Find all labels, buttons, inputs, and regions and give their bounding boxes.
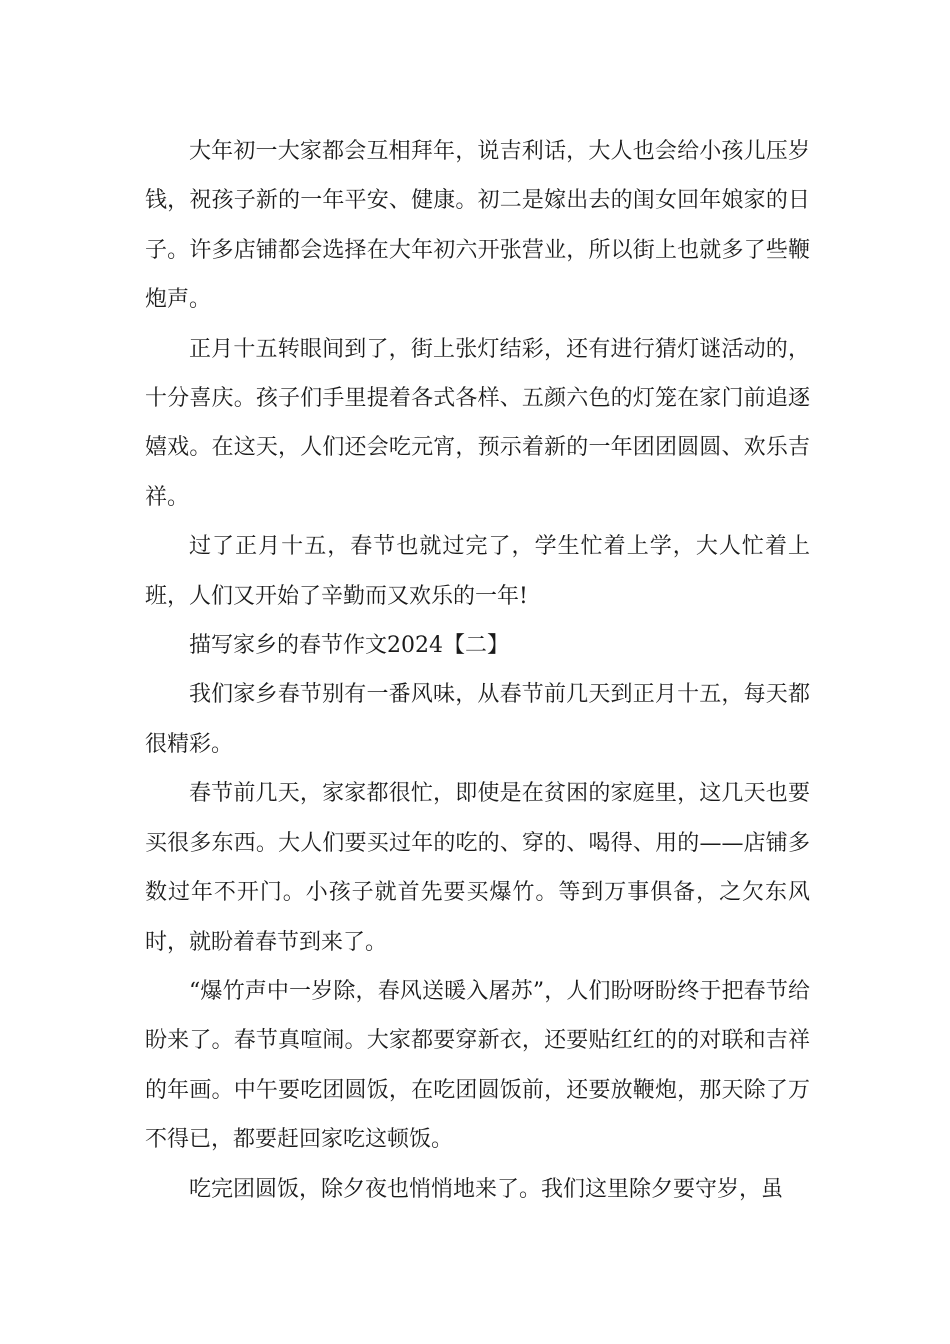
paragraph-lantern-festival: 正月十五转眼间到了，街上张灯结彩，还有进行猜灯谜活动的，十分喜庆。孩子们手里提着各式各样、五颜六色的灯笼在家门前追逐嬉戏。在这天，人们还会吃元宵，预示着新的一年团团圆圆、欢乐吉祥。 <box>145 336 810 510</box>
paragraph-festival-day: “爆竹声中一岁除，春风送暖入屠苏”，人们盼呀盼终于把春节给盼来了。春节真喧闹。大家都要穿新衣，还要贴红红的的对联和吉祥的年画。中午要吃团圆饭，在吃团圆饭前，还要放鞭炮，那天除了万不得已，都要赶回家吃这顿饭。 <box>145 978 810 1153</box>
document-body <box>145 127 810 1214</box>
paragraph-preparation: 春节前几天，家家都很忙，即使是在贫困的家庭里，这几天也要买很多东西。大人们要买过年的吃的、穿的、喝得、用的——店铺多数过年不开门。小孩子就首先要买爆竹。等到万事俱备，之欠东风时，就盼着春节到来了。 <box>145 781 810 955</box>
essay-subtitle: 描写家乡的春节作文2024【二】 <box>189 633 509 659</box>
paragraph-intro: 我们家乡春节别有一番风味，从春节前几天到正月十五，每天都很精彩。 <box>145 682 810 757</box>
paragraph-after-festival: 过了正月十五，春节也就过完了，学生忙着上学，大人忙着上班，人们又开始了辛勤而又欢乐的一年! <box>145 534 810 609</box>
paragraph-new-year-day: 大年初一大家都会互相拜年，说吉利话，大人也会给小孩儿压岁钱，祝孩子新的一年平安、健康。初二是嫁出去的闺女回年娘家的日子。许多店铺都会选择在大年初六开张营业，所以街上也就多了些鞭炮声。 <box>145 139 810 313</box>
paragraph-new-years-eve: 吃完团圆饭，除夕夜也悄悄地来了。我们这里除夕要守岁，虽 <box>189 1176 784 1202</box>
